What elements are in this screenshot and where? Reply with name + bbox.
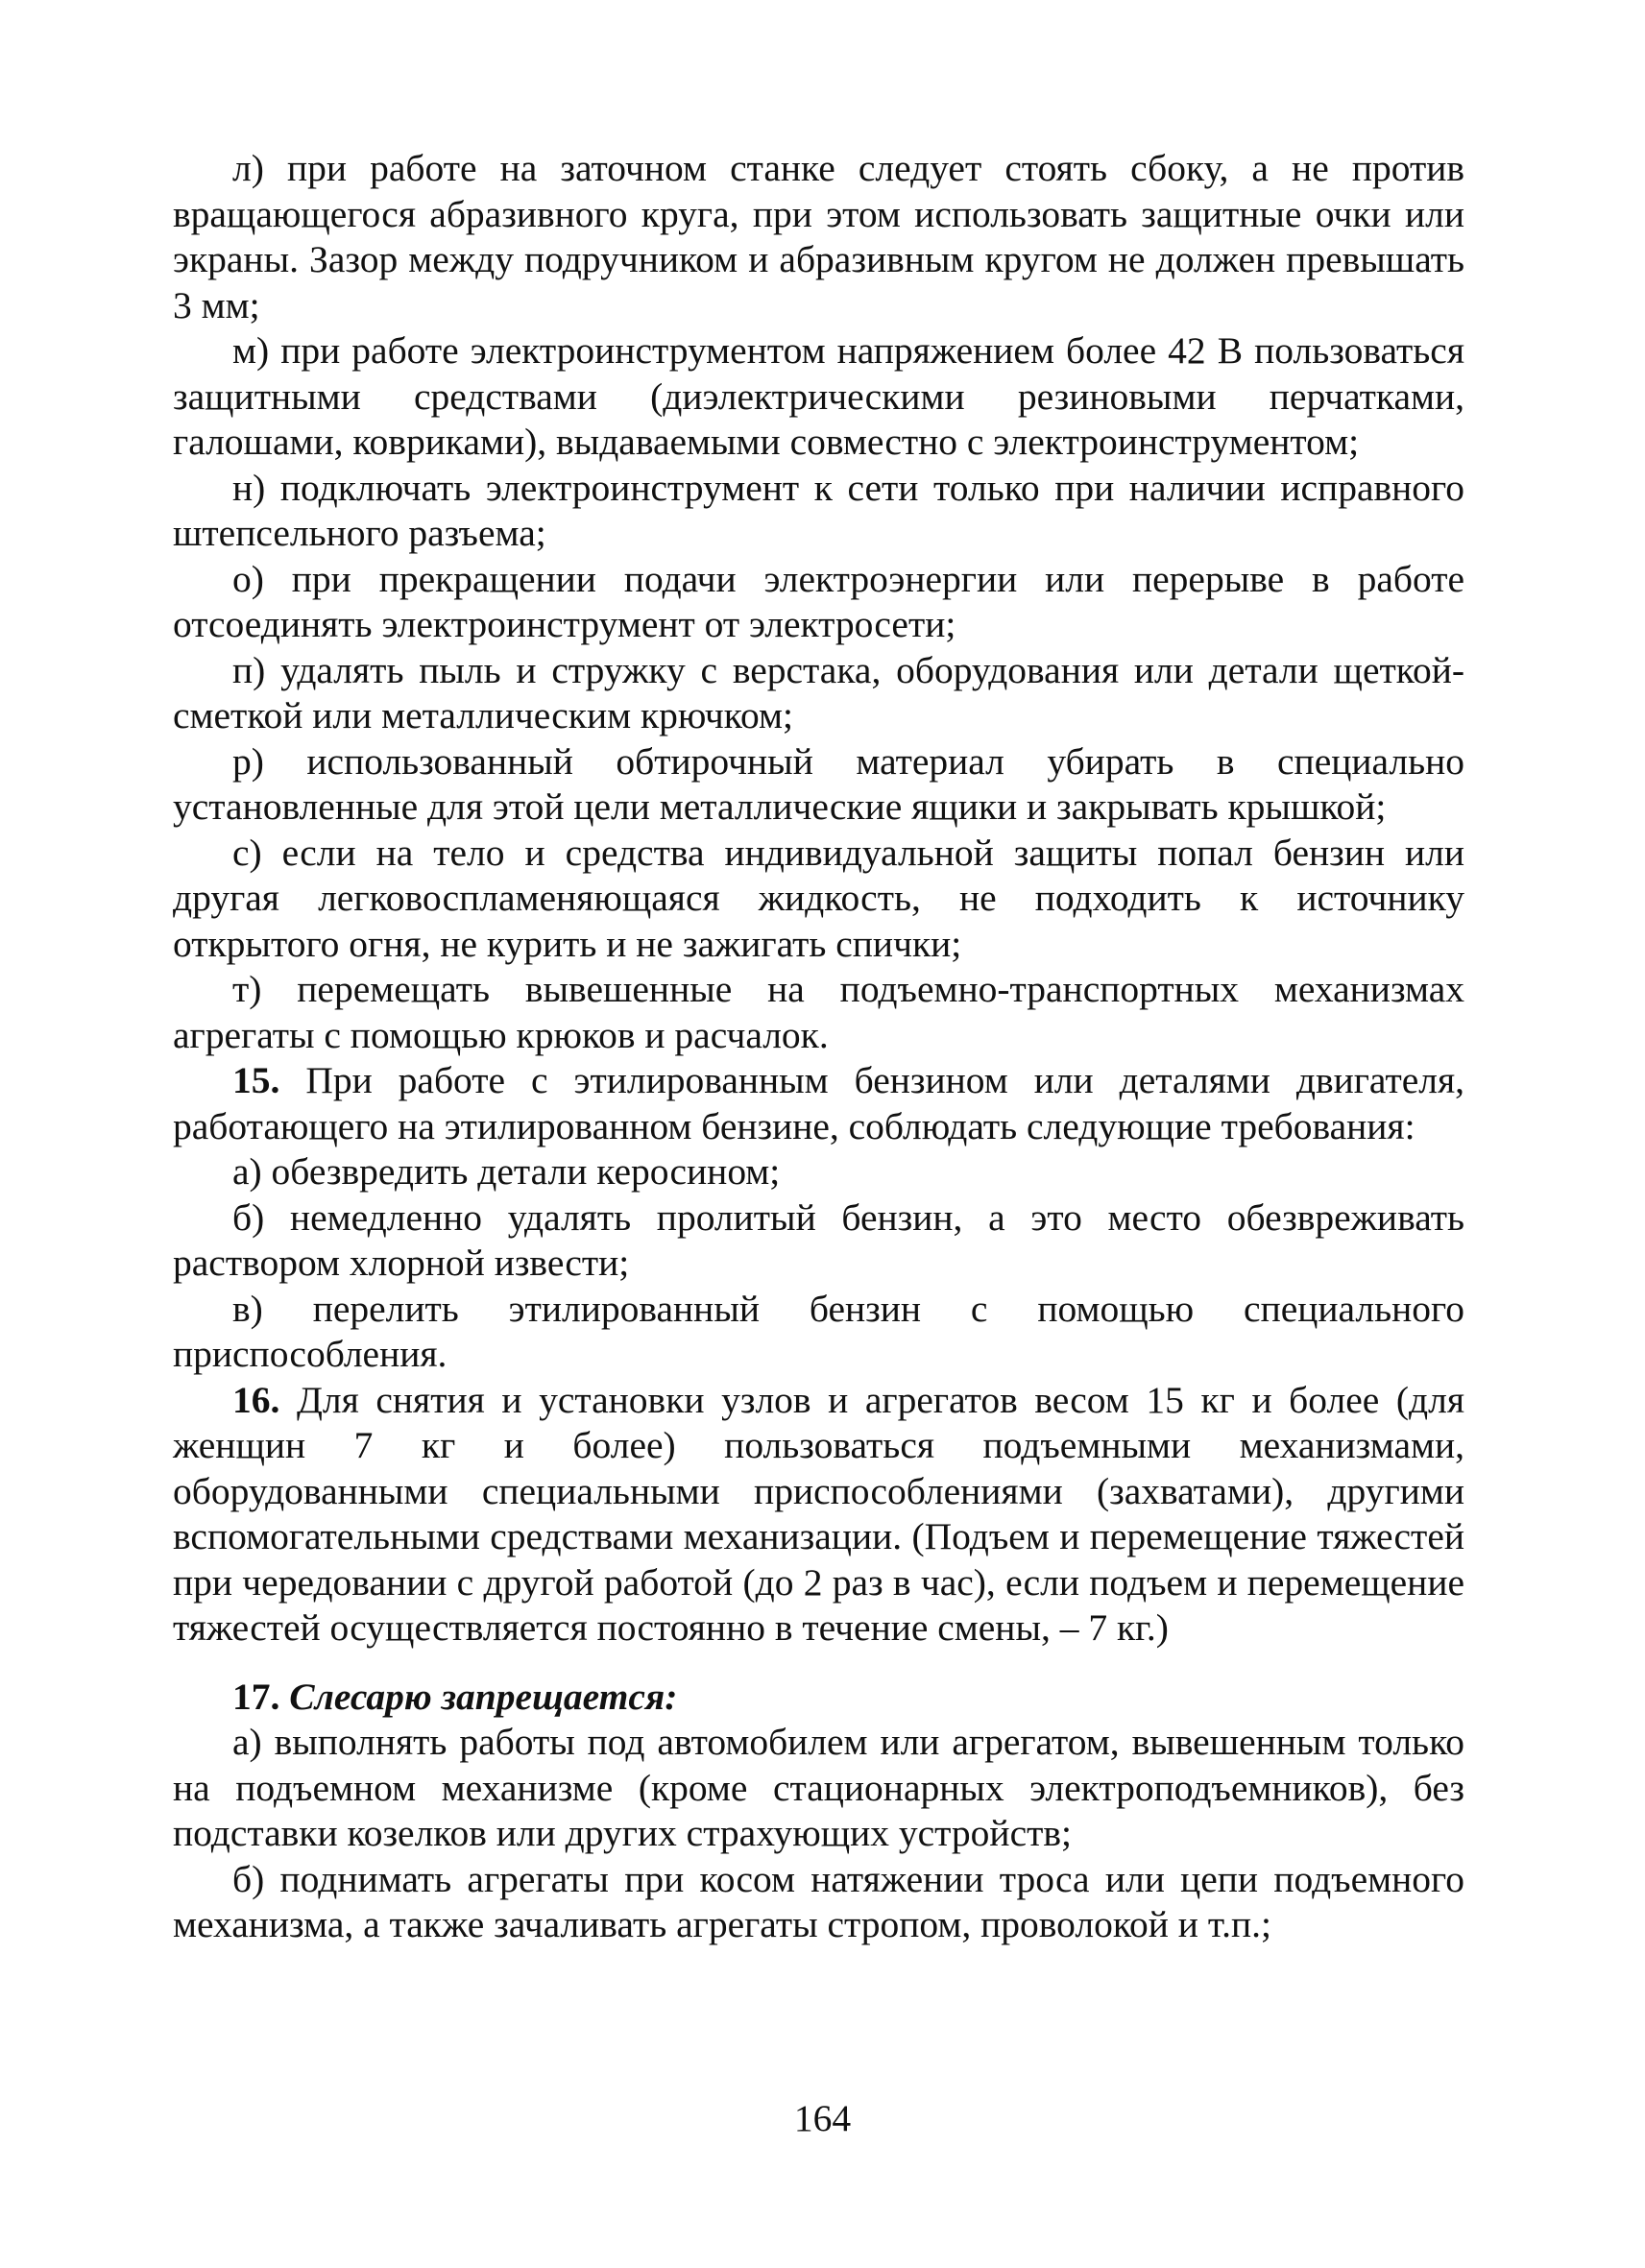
section-17 [173,1675,1464,1721]
page-number: 164 [793,2097,852,2139]
item-s: с) если на тело и средства индивидуальной защиты попал бензин или другая легковоспламеняющаяся жидкость, не подходить к источнику открытого огня, не курить и не зажигать спички; [173,831,1464,965]
section-15-text: При работе с этилированным бензином или деталями двигателя, работающего на этилированном бензине, соблюдать следующие требования: [173,1059,1464,1147]
section-17-number: 17. [232,1675,280,1718]
section-16-number: 16. [232,1378,280,1421]
section-16-text: Для снятия и установки узлов и агрегатов весом 15 кг и более (для женщин 7 кг и более) пользоваться подъемными механизмами, оборудованными специальными приспособлениями (захватами), другими вспомогательными средствами механизации. (Подъем и перемещение тяжестей при чередовании с другой работой (до 2 раз в час), если подъем и перемещение тяжестей осуществляется постоянно в течение смены, – 7 кг.) [173,1378,1464,1649]
section-15-number: 15. [232,1059,280,1101]
item-l: л) при работе на заточном станке следует стоять сбоку, а не против вращающегося абразивного круга, при этом использовать защитные очки или экраны. Зазор между подручником и абразивным кругом не должен превышать 3 мм; [173,147,1464,326]
item-m: м) при работе электроинструментом напряжением более 42 В пользоваться защитными средствами (диэлектрическими резиновыми перчатками, галошами, ковриками), выдаваемыми совместно с электроинструментом; [173,329,1464,463]
item-p: п) удалять пыль и стружку с верстака, оборудования или детали щеткой-сметкой или металлическим крючком; [173,648,1464,736]
section-16 [173,1378,1464,1652]
item-17-a: а) выполнять работы под автомобилем или агрегатом, вывешенным только на подъемном механизме (кроме стационарных электроподъемников), без подставки козелков или других страхующих устройств; [173,1721,1464,1854]
item-t: т) перемещать вывешенные на подъемно-транспортных механизмах агрегаты с помощью крюков и расчалок. [173,968,1464,1056]
section-17-heading: Слесарю запрещается: [279,1675,678,1718]
item-r: р) использованный обтирочный материал убирать в специально установленные для этой цели металлические ящики и закрывать крышкой; [173,739,1464,828]
item-17-b: б) поднимать агрегаты при косом натяжении троса или цепи подъемного механизма, а также зачаливать агрегаты стропом, проволокой и т.п.; [173,1857,1464,1945]
item-15-b: б) немедленно удалять пролитый бензин, а это место обезвреживать раствором хлорной извести; [173,1195,1464,1284]
item-o: о) при прекращении подачи электроэнергии или перерыве в работе отсоединять электроинструмент от электросети; [173,557,1464,645]
item-15-v: в) перелить этилированный бензин с помощью специального приспособления. [173,1287,1464,1375]
section-15 [173,1058,1464,1149]
item-n: н) подключать электроинструмент к сети только при наличии исправного штепсельного разъема; [173,466,1464,554]
item-15-a: а) обезвредить детали керосином; [232,1150,781,1193]
page-body [173,146,1464,1948]
